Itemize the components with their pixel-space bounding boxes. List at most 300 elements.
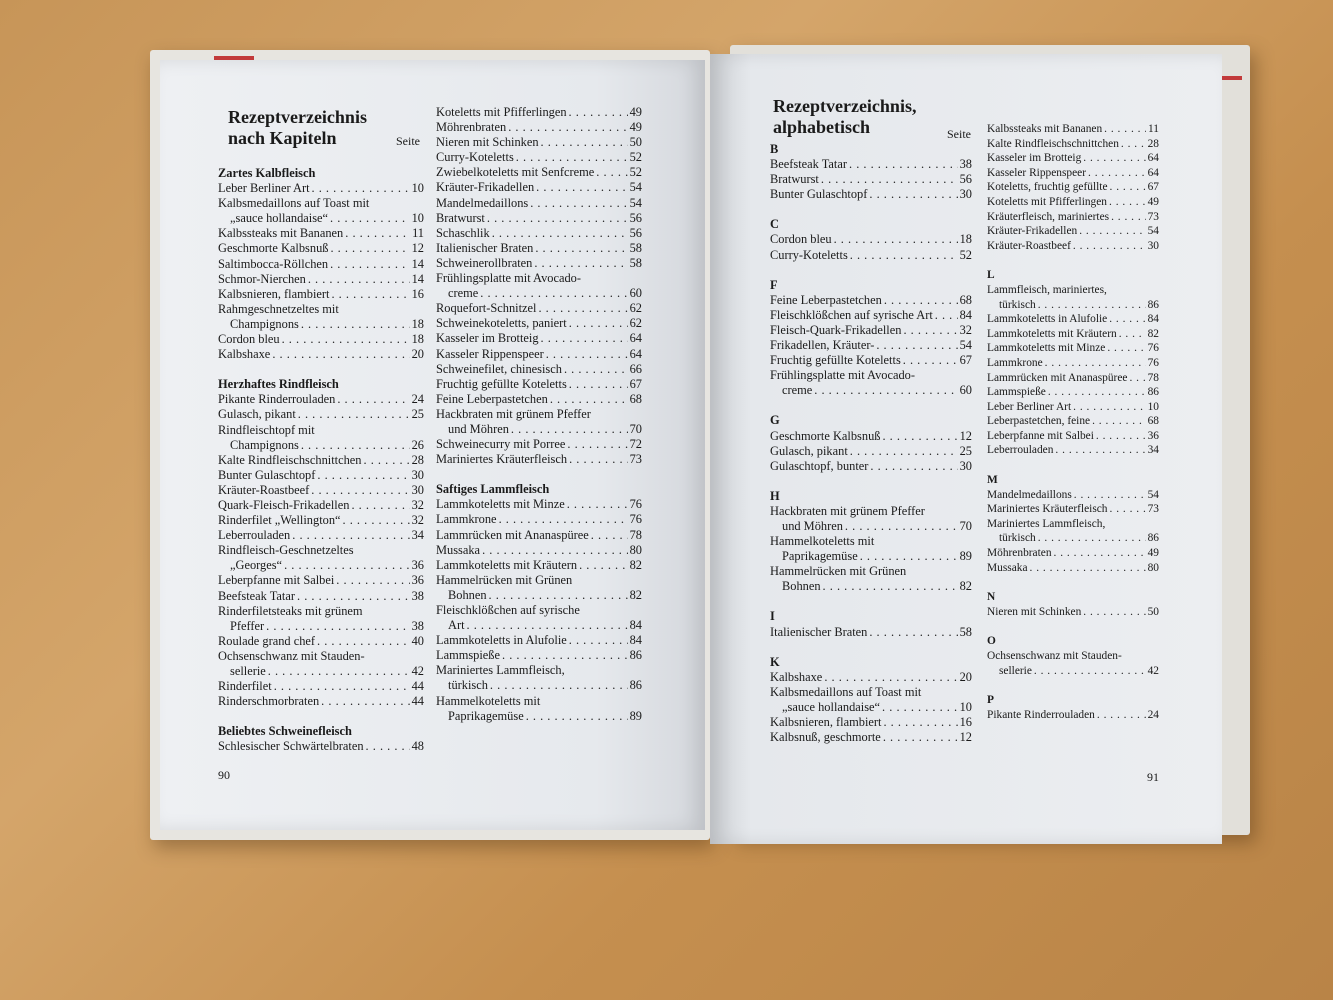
spacer xyxy=(987,619,1159,634)
dot-leader xyxy=(569,377,628,392)
entry-text: Rinderfilet xyxy=(218,679,272,694)
entry-text: Kalbsnuß, geschmorte xyxy=(770,730,881,745)
letter-heading: O xyxy=(987,635,996,648)
toc-entry xyxy=(436,165,642,180)
entry-text: Kräuter-Frikadellen xyxy=(987,225,1078,238)
entry-line xyxy=(770,368,972,383)
dot-leader xyxy=(550,392,628,407)
entry-page-number: 14 xyxy=(411,271,424,286)
entry-line xyxy=(436,271,642,286)
entry-page-number: 64 xyxy=(1147,152,1159,165)
dot-leader xyxy=(1073,400,1145,415)
entry-text: Lammspieße xyxy=(987,386,1046,399)
toc-entry xyxy=(770,579,972,594)
dot-leader xyxy=(1129,371,1145,386)
toc-entry xyxy=(218,332,424,347)
entry-text: Paprikagemüse xyxy=(782,549,858,564)
dot-leader xyxy=(1097,708,1146,723)
entry-text: Möhrenbraten xyxy=(436,120,507,135)
entry-page-number: 52 xyxy=(629,150,642,165)
toc-entry xyxy=(436,120,642,135)
spacer xyxy=(218,362,424,377)
entry-text: Kalbshaxe xyxy=(218,347,271,362)
dot-leader xyxy=(487,211,628,226)
dot-leader xyxy=(569,452,628,467)
entry-text: Kasseler Rippenspeer xyxy=(987,166,1087,179)
entry-page-number: 73 xyxy=(629,452,642,467)
dot-leader xyxy=(508,120,627,135)
entry-text: Hammelkoteletts mit xyxy=(770,534,875,549)
spacer xyxy=(770,640,972,655)
entry-page-number: 64 xyxy=(629,346,642,361)
entry-line xyxy=(218,423,424,438)
entry-text: Art xyxy=(448,618,465,633)
toc-entry xyxy=(218,438,424,453)
toc-entry xyxy=(436,180,642,195)
entry-text: Beefsteak Tatar xyxy=(218,588,295,603)
entry-page-number: 67 xyxy=(959,353,972,368)
left-page xyxy=(160,60,705,830)
entry-page-number: 42 xyxy=(411,664,424,678)
dot-leader xyxy=(596,165,627,180)
entry-line xyxy=(218,543,424,558)
spacer xyxy=(987,575,1159,590)
page-number: 91 xyxy=(1147,770,1159,784)
entry-text: Lammkrone xyxy=(987,356,1043,369)
toc-entry xyxy=(987,180,1159,195)
entry-page-number: 58 xyxy=(629,255,642,270)
toc-entry xyxy=(770,429,972,444)
dot-leader xyxy=(903,353,958,368)
entry-page-number: 62 xyxy=(629,316,642,331)
entry-page-number: 26 xyxy=(411,437,424,452)
dot-leader xyxy=(337,392,409,407)
toc-entry xyxy=(987,327,1159,342)
dot-leader xyxy=(869,625,957,640)
entry-text: Pfeffer xyxy=(230,618,265,633)
toc-entry xyxy=(218,257,424,272)
toc-entry xyxy=(436,512,642,527)
entry-text: „Georges“ xyxy=(230,558,283,573)
entry-page-number: 44 xyxy=(411,679,424,694)
dot-leader xyxy=(882,700,958,715)
entry-text: Mussaka xyxy=(436,542,481,557)
entry-page-number: 64 xyxy=(1147,166,1159,179)
toc-entry xyxy=(218,181,424,196)
dot-leader xyxy=(1083,151,1145,166)
entry-page-number: 12 xyxy=(959,428,972,443)
dot-leader xyxy=(1107,341,1145,356)
toc-entry xyxy=(218,453,424,468)
dot-leader xyxy=(1030,561,1146,576)
toc-entry xyxy=(987,400,1159,415)
page-title: Rezeptverzeichnis, alphabetisch xyxy=(773,96,917,137)
entry-page-number: 67 xyxy=(1147,181,1159,194)
toc-entry xyxy=(218,241,424,256)
letter-heading: I xyxy=(770,609,775,624)
letter-heading: L xyxy=(987,269,995,282)
entry-line xyxy=(987,517,1159,532)
entry-text: Möhrenbraten xyxy=(987,547,1052,560)
entry-text: Frikadellen, Kräuter- xyxy=(770,338,875,353)
entry-text: Rindfleisch-Geschnetzeltes xyxy=(218,543,354,558)
entry-text: Nieren mit Schinken xyxy=(436,135,539,150)
entry-text: Geschmorte Kalbsnuß xyxy=(218,241,329,256)
dot-leader xyxy=(526,709,628,724)
chapter-heading: Herzhaftes Rindfleisch xyxy=(218,377,339,392)
letter-heading: G xyxy=(770,413,780,428)
entry-text: Kalbsnieren, flambiert xyxy=(218,286,330,301)
page-number: 90 xyxy=(218,768,230,782)
dot-leader xyxy=(312,181,410,196)
toc-entry xyxy=(436,362,642,377)
entry-text: Zwiebelkoteletts mit Senfcreme xyxy=(436,165,595,180)
entry-text: sellerie xyxy=(999,664,1032,677)
entry-text: Kräuter-Roastbeef xyxy=(987,239,1071,252)
toc-entry xyxy=(218,272,424,287)
entry-text: Schaschlik xyxy=(436,225,490,240)
letter-heading: P xyxy=(987,694,994,707)
entry-text: Hammelrücken mit Grünen xyxy=(770,564,907,579)
entry-page-number: 67 xyxy=(629,376,642,391)
entry-text: Curry-Koteletts xyxy=(770,247,848,262)
toc-entry xyxy=(436,678,642,693)
toc-entry xyxy=(218,634,424,649)
letter-heading: N xyxy=(987,591,996,604)
toc-entry xyxy=(218,739,424,754)
entry-page-number: 89 xyxy=(629,708,642,723)
right-page xyxy=(710,54,1222,844)
toc-entry xyxy=(987,502,1159,517)
dot-leader xyxy=(1054,546,1146,561)
entry-page-number: 16 xyxy=(411,286,424,301)
entry-text: Hammelkoteletts mit xyxy=(436,693,541,708)
entry-text: Schweinecurry mit Porree xyxy=(436,437,566,452)
dot-leader xyxy=(331,287,409,302)
dot-leader xyxy=(1109,312,1145,327)
entry-page-number: 18 xyxy=(959,232,972,247)
entry-text: Kasseler Rippenspeer xyxy=(436,346,544,361)
entry-page-number: 82 xyxy=(629,557,642,572)
dot-leader xyxy=(268,664,410,679)
toc-entry xyxy=(436,633,642,648)
entry-page-number: 16 xyxy=(959,715,972,729)
toc-entry xyxy=(436,331,642,346)
toc-entry xyxy=(218,664,424,679)
toc-entry xyxy=(770,308,972,323)
entry-page-number: 54 xyxy=(629,180,642,195)
entry-text: Pikante Rinderrouladen xyxy=(218,392,336,407)
dot-leader xyxy=(516,150,628,165)
spacer xyxy=(770,594,972,609)
toc-column xyxy=(218,166,424,754)
toc-entry xyxy=(218,679,424,694)
toc-entry xyxy=(436,150,642,165)
dot-leader xyxy=(824,670,957,685)
toc-entry xyxy=(770,700,972,715)
entry-text: Geschmorte Kalbsnuß xyxy=(770,428,881,443)
dot-leader xyxy=(821,172,958,187)
toc-entry xyxy=(436,709,642,724)
dot-leader xyxy=(591,528,628,543)
dot-leader xyxy=(569,316,628,331)
dot-leader xyxy=(317,468,409,483)
dot-leader xyxy=(850,248,958,263)
entry-page-number: 32 xyxy=(959,322,972,337)
entry-page-number: 86 xyxy=(1147,386,1159,399)
spacer xyxy=(770,474,972,489)
toc-entry xyxy=(987,708,1159,723)
dot-leader xyxy=(1038,298,1146,313)
toc-entry xyxy=(987,298,1159,313)
dot-leader xyxy=(1034,664,1146,679)
dot-leader xyxy=(336,573,409,588)
toc-entry xyxy=(218,347,424,362)
dot-leader xyxy=(1055,443,1145,458)
entry-page-number: 78 xyxy=(1147,371,1159,384)
entry-page-number: 32 xyxy=(411,497,424,512)
dot-leader xyxy=(1038,531,1146,546)
entry-page-number: 12 xyxy=(411,241,424,256)
dot-leader xyxy=(311,483,409,498)
toc-entry xyxy=(436,528,642,543)
toc-entry xyxy=(987,561,1159,576)
dot-leader xyxy=(1079,224,1145,239)
dot-leader xyxy=(850,444,958,459)
entry-line xyxy=(436,573,642,588)
toc-entry xyxy=(770,383,972,398)
entry-page-number: 84 xyxy=(629,633,642,648)
toc-entry xyxy=(218,211,424,226)
entry-text: Rinderschmorbraten xyxy=(218,694,320,709)
entry-page-number: 78 xyxy=(629,527,642,542)
entry-page-number: 24 xyxy=(1147,708,1159,721)
dot-leader xyxy=(1096,429,1146,444)
toc-entry xyxy=(436,241,642,256)
entry-page-number: 11 xyxy=(1148,123,1159,135)
entry-text: Champignons xyxy=(230,437,299,452)
entry-text: Pikante Rinderrouladen xyxy=(987,708,1095,721)
entry-page-number: 10 xyxy=(411,181,424,196)
dot-leader xyxy=(297,589,410,604)
toc-entry xyxy=(987,137,1159,152)
entry-text: „sauce hollandaise“ xyxy=(230,211,329,226)
entry-text: Schmor-Nierchen xyxy=(218,271,306,286)
entry-page-number: 62 xyxy=(629,301,642,316)
dot-leader xyxy=(266,619,409,634)
entry-text: sellerie xyxy=(230,664,266,678)
letter-heading: F xyxy=(770,277,778,292)
letter-heading: B xyxy=(770,142,779,156)
toc-entry xyxy=(436,226,642,241)
toc-entry xyxy=(436,211,642,226)
entry-page-number: 86 xyxy=(1147,532,1159,545)
dot-leader xyxy=(490,678,628,693)
entry-page-number: 48 xyxy=(411,739,424,754)
entry-page-number: 76 xyxy=(1147,342,1159,355)
toc-entry xyxy=(770,232,972,247)
entry-line xyxy=(218,302,424,317)
toc-entry xyxy=(218,317,424,332)
toc-entry xyxy=(987,546,1159,561)
dot-leader xyxy=(823,579,958,594)
toc-entry xyxy=(770,730,972,745)
entry-page-number: 86 xyxy=(629,648,642,663)
dot-leader xyxy=(814,383,957,398)
dot-leader xyxy=(502,648,628,663)
entry-text: Lammkoteletts mit Minze xyxy=(436,497,565,512)
entry-text: Lammkoteletts mit Kräutern xyxy=(987,327,1117,340)
toc-entry xyxy=(436,588,642,603)
dot-leader xyxy=(882,429,957,444)
entry-line xyxy=(987,649,1159,664)
spacer xyxy=(218,709,424,724)
toc-entry xyxy=(436,301,642,316)
entry-text: Kalbsnieren, flambiert xyxy=(770,715,882,729)
toc-entry xyxy=(987,385,1159,400)
dot-leader xyxy=(489,588,628,603)
entry-line xyxy=(218,649,424,664)
entry-text: Lammkrone xyxy=(436,512,497,527)
toc-entry xyxy=(218,694,424,709)
entry-text: Mariniertes Lammfleisch, xyxy=(436,663,565,678)
entry-text: Lammspieße xyxy=(436,648,500,663)
spacer xyxy=(436,467,642,482)
dot-leader xyxy=(272,347,409,362)
entry-text: Leber Berliner Art xyxy=(987,400,1072,413)
entry-text: Roquefort-Schnitzel xyxy=(436,301,537,316)
toc-entry xyxy=(770,353,972,368)
entry-page-number: 82 xyxy=(959,579,972,594)
entry-page-number: 84 xyxy=(959,307,972,322)
letter-heading: C xyxy=(770,217,779,232)
toc-entry xyxy=(436,256,642,271)
entry-text: Schlesischer Schwärtelbraten xyxy=(218,739,364,754)
entry-page-number: 68 xyxy=(959,292,972,307)
entry-line xyxy=(218,604,424,619)
toc-entry xyxy=(770,293,972,308)
entry-page-number: 68 xyxy=(629,391,642,406)
entry-text: Kalbshaxe xyxy=(770,669,823,684)
entry-text: Schweinekoteletts, paniert xyxy=(436,316,567,331)
entry-page-number: 70 xyxy=(629,421,642,436)
entry-text: Kalte Rindfleischschnittchen xyxy=(218,452,362,467)
toc-entry xyxy=(436,392,642,407)
entry-text: Rinderfiletsteaks mit grünem xyxy=(218,603,363,618)
dot-leader xyxy=(536,180,627,195)
entry-page-number: 84 xyxy=(1147,313,1159,326)
dot-leader xyxy=(538,301,627,316)
toc-entry xyxy=(987,151,1159,166)
entry-text: Bratwurst xyxy=(436,210,485,225)
toc-entry xyxy=(770,187,972,202)
entry-page-number: 80 xyxy=(629,542,642,557)
dot-leader xyxy=(480,286,627,301)
entry-text: „sauce hollandaise“ xyxy=(782,699,881,714)
toc-entry xyxy=(436,377,642,392)
entry-text: Bohnen xyxy=(782,579,821,594)
entry-text: Cordon bleu xyxy=(770,232,832,247)
toc-entry xyxy=(770,444,972,459)
chapter-heading: Saftiges Lammfleisch xyxy=(436,482,550,497)
dot-leader xyxy=(1092,414,1146,429)
entry-text: Roulade grand chef xyxy=(218,633,316,648)
dot-leader xyxy=(321,694,409,709)
dot-leader xyxy=(1109,195,1146,210)
dot-leader xyxy=(1074,488,1146,503)
toc-entry xyxy=(436,437,642,452)
dot-leader xyxy=(860,549,958,564)
entry-text: creme xyxy=(448,286,479,301)
entry-page-number: 11 xyxy=(412,226,424,241)
entry-text: Leberrouladen xyxy=(987,444,1054,457)
seite-label: Seite xyxy=(947,127,971,141)
letter-heading: K xyxy=(770,654,780,669)
entry-text: Hammelrücken mit Grünen xyxy=(436,572,573,587)
toc-entry xyxy=(218,483,424,498)
entry-page-number: 44 xyxy=(411,694,424,709)
entry-line xyxy=(218,196,424,211)
dot-leader xyxy=(1111,210,1146,225)
entry-text: Lammrücken mit Ananaspüree xyxy=(987,371,1128,384)
entry-text: Kalbsmedaillons auf Toast mit xyxy=(770,684,922,699)
toc-entry xyxy=(987,664,1159,679)
entry-text: Bratwurst xyxy=(770,172,819,187)
toc-entry xyxy=(770,519,972,534)
entry-text: Lammkoteletts in Alufolie xyxy=(436,633,567,648)
entry-text: Fleischklößchen auf syrische xyxy=(436,603,580,617)
entry-text: Rinderfilet „Wellington“ xyxy=(218,513,341,528)
toc-entry xyxy=(987,239,1159,254)
entry-text: Fruchtig gefüllte Koteletts xyxy=(436,376,567,391)
dot-leader xyxy=(1110,180,1146,195)
entry-page-number: 86 xyxy=(1147,298,1159,311)
toc-entry xyxy=(770,670,972,685)
toc-entry xyxy=(987,429,1159,444)
entry-page-number: 20 xyxy=(959,669,972,684)
entry-page-number: 36 xyxy=(411,573,424,588)
entry-page-number: 60 xyxy=(629,286,642,301)
toc-entry xyxy=(436,316,642,331)
entry-page-number: 10 xyxy=(1147,400,1159,413)
entry-text: Mussaka xyxy=(987,561,1028,574)
entry-text: Kalbssteaks mit Bananen xyxy=(987,123,1103,135)
seite-label: Seite xyxy=(396,134,420,148)
entry-page-number: 12 xyxy=(959,730,972,745)
entry-page-number: 25 xyxy=(411,407,424,422)
dot-leader xyxy=(876,338,957,353)
toc-entry xyxy=(770,157,972,172)
entry-text: Leberpfanne mit Salbei xyxy=(218,573,335,588)
entry-text: Ochsenschwanz mit Stauden- xyxy=(987,650,1122,662)
entry-text: Curry-Koteletts xyxy=(436,150,514,165)
entry-page-number: 58 xyxy=(629,240,642,255)
dot-leader xyxy=(1048,385,1146,400)
dot-leader xyxy=(301,317,410,332)
dot-leader xyxy=(284,558,410,573)
dot-leader xyxy=(351,498,409,513)
entry-page-number: 82 xyxy=(1147,327,1159,340)
entry-page-number: 40 xyxy=(411,633,424,648)
entry-text: Kalbssteaks mit Bananen xyxy=(218,226,344,241)
entry-text: Koteletts mit Pfifferlingen xyxy=(436,105,567,119)
dot-leader xyxy=(869,187,957,202)
toc-entry xyxy=(218,392,424,407)
entry-page-number: 54 xyxy=(1147,488,1159,501)
toc-entry xyxy=(770,715,972,730)
dot-leader xyxy=(330,211,410,226)
entry-page-number: 42 xyxy=(1147,664,1159,677)
